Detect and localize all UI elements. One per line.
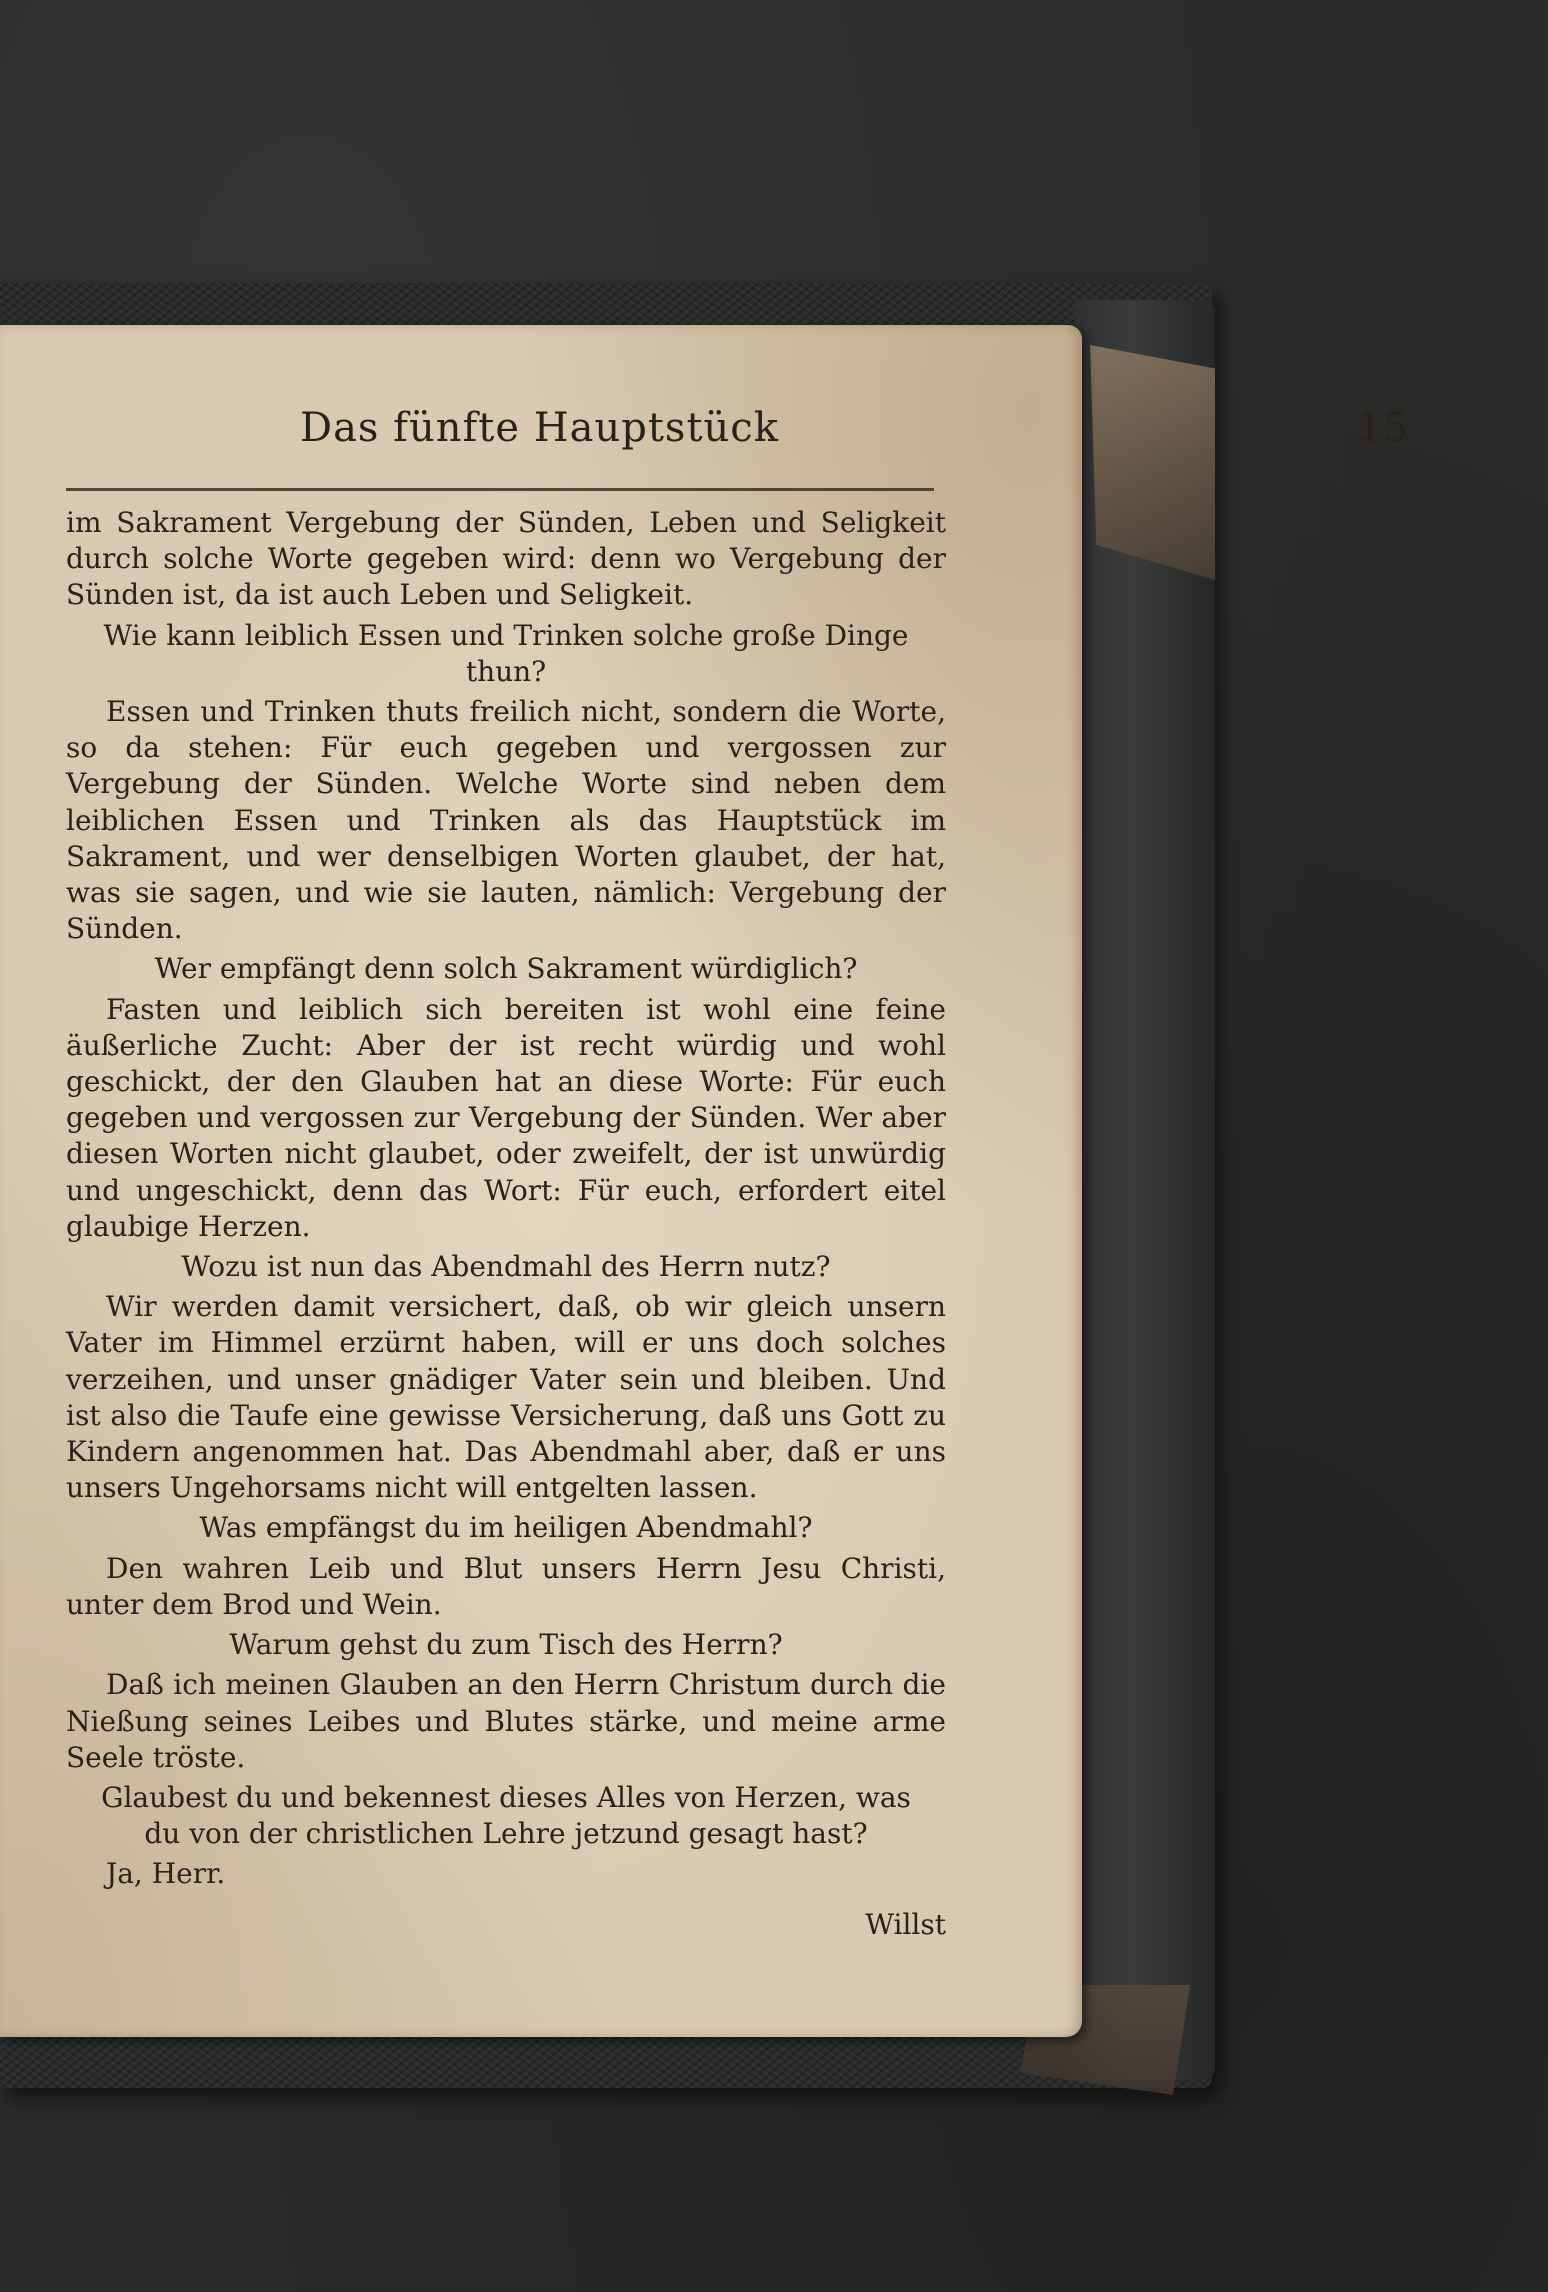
question: Warum gehst du zum Tisch des Herrn? [229, 1628, 783, 1662]
question: Wozu ist nun das Abendmahl des Herrn nutz? [181, 1250, 831, 1284]
header-rule [66, 488, 934, 491]
answer-continuation: im Sakrament Vergebung der Sünden, Leben und Seligkeit durch solche Worte gegeben wird: denn wo Vergebung der Sünden ist, da ist auch Leben und Seligkeit. [66, 506, 946, 612]
question: Was empfängst du im heiligen Abendmahl? [199, 1511, 813, 1545]
question: Wie kann leiblich Essen und Trinken solche große Dinge thun? [103, 618, 909, 688]
catchword: Willst [865, 1907, 946, 1941]
page-header [60, 405, 1408, 465]
answer: Ja, Herr. [106, 1857, 226, 1891]
page-number: 15 [1357, 405, 1408, 451]
answer: Essen und Trinken thuts freilich nicht, sondern die Worte, so da stehen: Für euch gegeben und vergossen zur Vergebung der Sünden. Welche Worte sind neben dem leiblichen Essen und Trinken als das Hauptstück im Sakrament, und wer denselbigen Worten glaubet, der hat, was sie sagen, und wie sie lauten, nämlich: Vergebung der Sünden. [66, 695, 946, 946]
answer: Daß ich meinen Glauben an den Herrn Christum durch die Nießung seines Leibes und Blutes stärke, und meine arme Seele tröste. [66, 1668, 946, 1774]
answer: Fasten und leiblich sich bereiten ist wohl eine feine äußerliche Zucht: Aber der ist recht würdig und wohl geschickt, der den Glauben hat an diese Worte: Für euch gegeben und vergossen zur Vergebung der Sünden. Wer aber diesen Worten nicht glaubet, oder zweifelt, der ist unwürdig und ungeschickt, denn das Wort: Für euch, erfordert eitel glaubige Herzen. [66, 992, 946, 1243]
question: Glaubest du und bekennest dieses Alles von Herzen, was du von der christlichen Lehre jetzund gesagt hast? [101, 1780, 911, 1851]
question: Wer empfängt denn solch Sakrament würdiglich? [154, 952, 858, 986]
page-body [66, 505, 946, 1943]
running-head: Das fünfte Hauptstück [300, 405, 779, 451]
answer: Den wahren Leib und Blut unsers Herrn Jesu Christi, unter dem Brod und Wein. [66, 1551, 946, 1621]
answer: Wir werden damit versichert, daß, ob wir gleich unsern Vater im Himmel erzürnt haben, will er uns doch solches verzeihen, und unser gnädiger Vater sein und bleiben. Und ist also die Taufe eine gewisse Versicherung, daß uns Gott zu Kindern angenommen hat. Das Abendmahl aber, daß er uns unsers Ungehorsams nicht will entgelten lassen. [66, 1290, 946, 1505]
